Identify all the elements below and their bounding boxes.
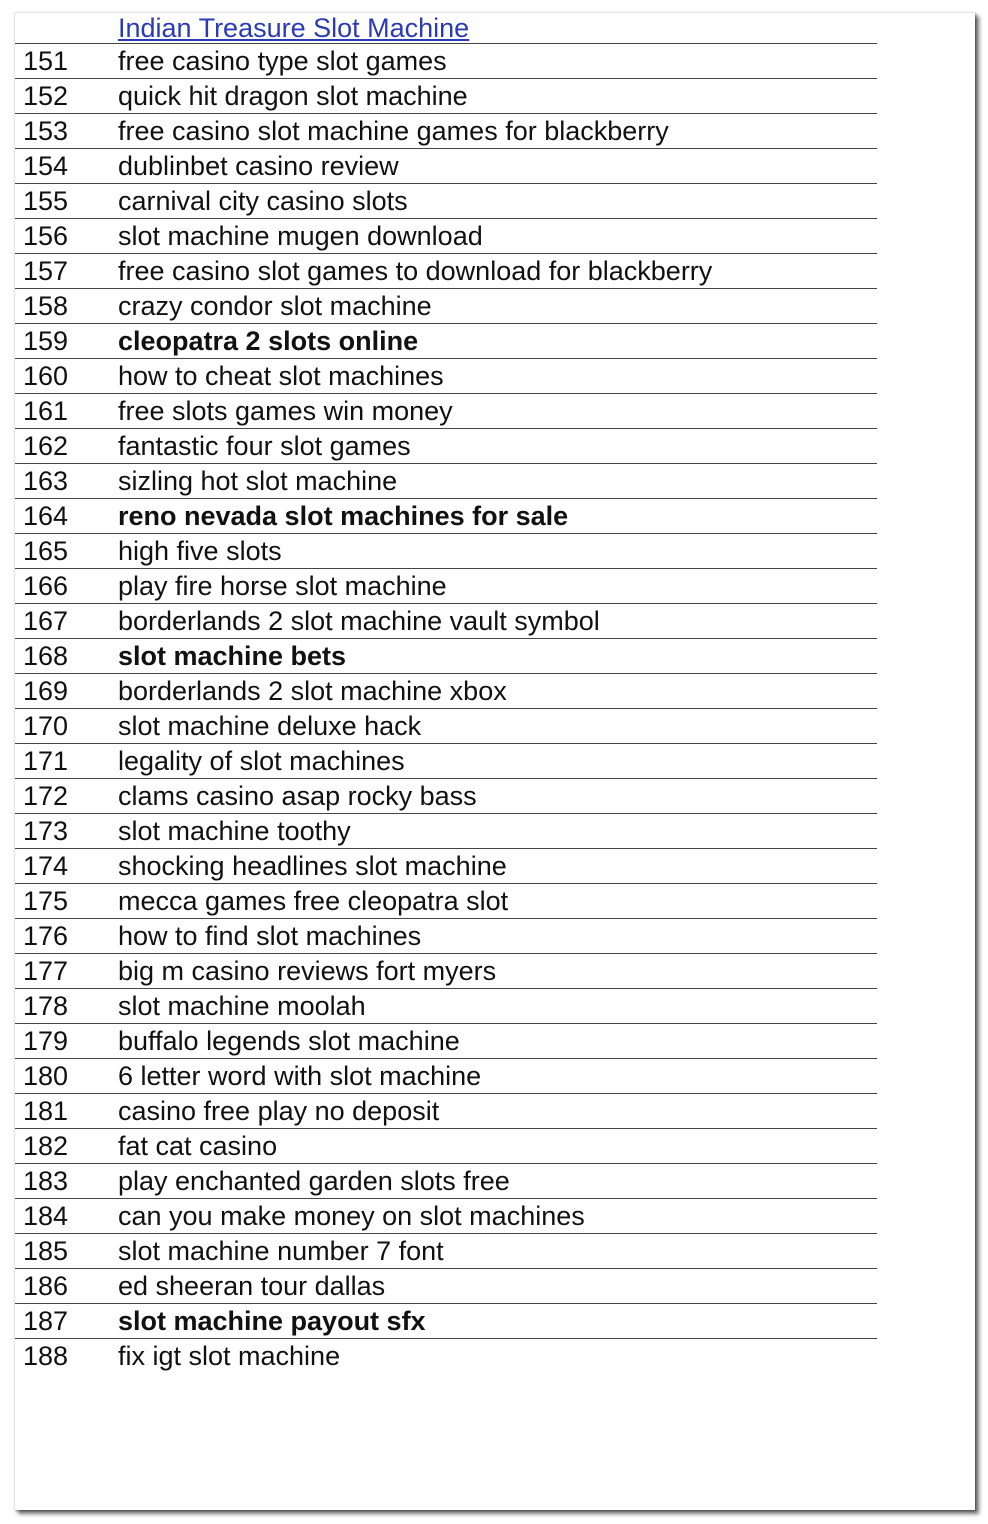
list-item xyxy=(15,499,877,534)
item-text: slot machine toothy xyxy=(118,816,351,846)
header-row xyxy=(15,13,877,44)
list-item xyxy=(15,289,877,324)
item-text: free casino slot games to download for blackberry xyxy=(118,256,713,286)
header-link[interactable]: Indian Treasure Slot Machine xyxy=(118,13,470,43)
item-text: clams casino asap rocky bass xyxy=(118,781,477,811)
item-text: can you make money on slot machines xyxy=(118,1201,585,1231)
list-item xyxy=(15,359,877,394)
item-text: slot machine payout sfx xyxy=(118,1306,426,1336)
item-number: 184 xyxy=(23,1201,69,1231)
item-text: big m casino reviews fort myers xyxy=(118,956,497,986)
list-item xyxy=(15,604,877,639)
item-number: 152 xyxy=(23,81,69,111)
list-item xyxy=(15,79,877,114)
item-number: 183 xyxy=(23,1166,69,1196)
list-item xyxy=(15,919,877,954)
item-number: 164 xyxy=(23,501,69,531)
item-number: 155 xyxy=(23,186,69,216)
list-item xyxy=(15,184,877,219)
item-number: 187 xyxy=(23,1306,69,1336)
item-text: how to find slot machines xyxy=(118,921,422,951)
item-text: borderlands 2 slot machine vault symbol xyxy=(118,606,600,636)
item-text: mecca games free cleopatra slot xyxy=(118,886,509,916)
item-text: how to cheat slot machines xyxy=(118,361,444,391)
list-item xyxy=(15,709,877,744)
item-text: free casino type slot games xyxy=(118,46,447,76)
item-text: carnival city casino slots xyxy=(118,186,408,216)
list-item xyxy=(15,1199,877,1234)
item-number: 161 xyxy=(23,396,69,426)
item-text: slot machine deluxe hack xyxy=(118,711,422,741)
item-text: slot machine mugen download xyxy=(118,221,483,251)
item-text: slot machine bets xyxy=(118,641,347,671)
item-text: buffalo legends slot machine xyxy=(118,1026,460,1056)
list-item xyxy=(15,639,877,674)
item-number: 159 xyxy=(23,326,69,356)
list-item xyxy=(15,674,877,709)
list-item xyxy=(15,219,877,254)
item-text: sizling hot slot machine xyxy=(118,466,398,496)
item-text: quick hit dragon slot machine xyxy=(118,81,468,111)
item-text: free casino slot machine games for blackberry xyxy=(118,116,669,146)
list-item xyxy=(15,1304,877,1339)
list-item xyxy=(15,254,877,289)
item-text: dublinbet casino review xyxy=(118,151,399,181)
item-number: 186 xyxy=(23,1271,69,1301)
list-item xyxy=(15,1059,877,1094)
item-text: casino free play no deposit xyxy=(118,1096,440,1126)
list-item xyxy=(15,1129,877,1164)
item-number: 171 xyxy=(23,746,69,776)
item-text: slot machine moolah xyxy=(118,991,366,1021)
item-text: fix igt slot machine xyxy=(118,1341,341,1371)
list-item xyxy=(15,884,877,919)
item-number: 180 xyxy=(23,1061,69,1091)
item-text: legality of slot machines xyxy=(118,746,405,776)
item-number: 181 xyxy=(23,1096,69,1126)
item-number: 165 xyxy=(23,536,69,566)
keyword-list xyxy=(15,44,877,1373)
item-number: 167 xyxy=(23,606,69,636)
item-number: 170 xyxy=(23,711,69,741)
item-number: 173 xyxy=(23,816,69,846)
list-item xyxy=(15,569,877,604)
list-item xyxy=(15,1269,877,1304)
list-item xyxy=(15,1234,877,1269)
item-number: 185 xyxy=(23,1236,69,1266)
item-text: fantastic four slot games xyxy=(118,431,411,461)
item-text: borderlands 2 slot machine xbox xyxy=(118,676,507,706)
item-number: 158 xyxy=(23,291,69,321)
list-item xyxy=(15,989,877,1024)
item-number: 156 xyxy=(23,221,69,251)
list-item xyxy=(15,779,877,814)
item-text: play fire horse slot machine xyxy=(118,571,447,601)
list-item xyxy=(15,149,877,184)
item-number: 166 xyxy=(23,571,69,601)
list-item xyxy=(15,744,877,779)
item-text: 6 letter word with slot machine xyxy=(118,1061,482,1091)
list-item xyxy=(15,44,877,79)
list-item xyxy=(15,464,877,499)
item-number: 179 xyxy=(23,1026,69,1056)
item-number: 177 xyxy=(23,956,69,986)
item-number: 176 xyxy=(23,921,69,951)
item-number: 188 xyxy=(23,1341,69,1371)
item-number: 153 xyxy=(23,116,69,146)
list-item xyxy=(15,114,877,149)
item-text: cleopatra 2 slots online xyxy=(118,326,419,356)
item-number: 157 xyxy=(23,256,69,286)
list-item xyxy=(15,1339,877,1373)
item-text: reno nevada slot machines for sale xyxy=(118,501,569,531)
list-item xyxy=(15,1094,877,1129)
item-number: 160 xyxy=(23,361,69,391)
item-text: play enchanted garden slots free xyxy=(118,1166,510,1196)
item-number: 169 xyxy=(23,676,69,706)
item-text: crazy condor slot machine xyxy=(118,291,432,321)
item-number: 172 xyxy=(23,781,69,811)
item-text: shocking headlines slot machine xyxy=(118,851,507,881)
item-number: 163 xyxy=(23,466,69,496)
list-item xyxy=(15,324,877,359)
list-item xyxy=(15,954,877,989)
list-item xyxy=(15,814,877,849)
item-text: ed sheeran tour dallas xyxy=(118,1271,386,1301)
item-number: 175 xyxy=(23,886,69,916)
item-number: 162 xyxy=(23,431,69,461)
item-number: 154 xyxy=(23,151,69,181)
list-item xyxy=(15,534,877,569)
item-text: slot machine number 7 font xyxy=(118,1236,444,1266)
list-item xyxy=(15,429,877,464)
item-text: high five slots xyxy=(118,536,282,566)
list-item xyxy=(15,394,877,429)
list-item xyxy=(15,1024,877,1059)
item-text: free slots games win money xyxy=(118,396,453,426)
document-page xyxy=(14,12,975,1510)
list-item xyxy=(15,849,877,884)
item-number: 174 xyxy=(23,851,69,881)
item-text: fat cat casino xyxy=(118,1131,278,1161)
item-number: 178 xyxy=(23,991,69,1021)
item-number: 182 xyxy=(23,1131,69,1161)
item-number: 168 xyxy=(23,641,69,671)
list-item xyxy=(15,1164,877,1199)
item-number: 151 xyxy=(23,46,69,76)
